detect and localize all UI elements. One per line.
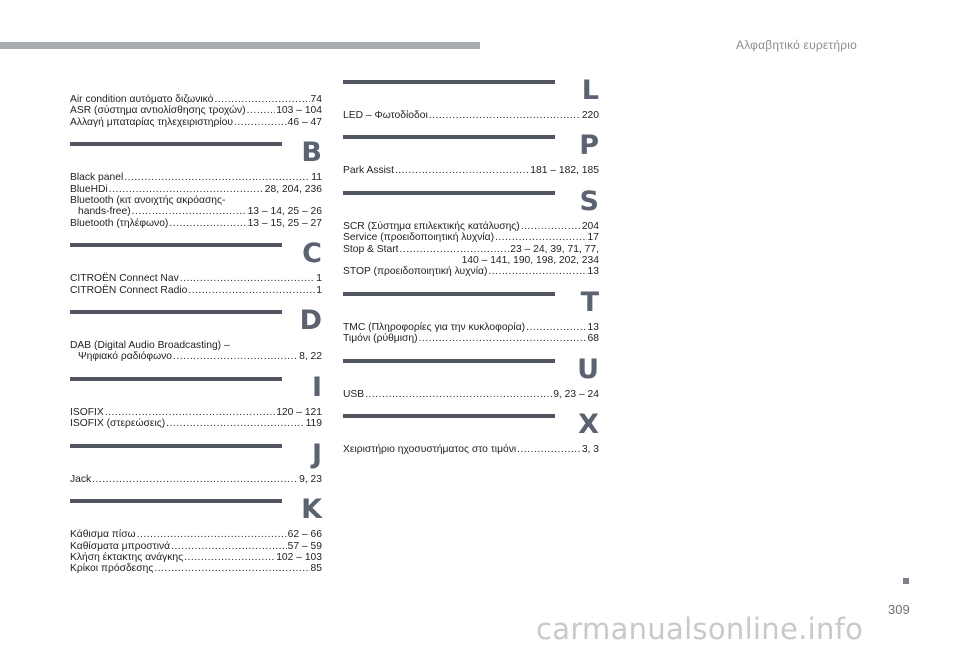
section-header-u (343, 351, 599, 387)
entry-term: BlueHDi (70, 183, 108, 195)
entry-term: CITROËN Connect Radio (70, 284, 188, 296)
index-entry (343, 255, 599, 266)
section-letter: J (311, 438, 322, 470)
entry-term: Bluetooth (κιτ ανοιχτής ακρόασης- (70, 195, 226, 207)
entry-term: Park Assist (343, 165, 394, 177)
top-entries (70, 94, 322, 128)
entry-term: ISOFIX (στερεώσεις) (70, 418, 166, 430)
index-entry (70, 407, 322, 418)
entry-term: CITROËN Connect Nav (70, 273, 179, 285)
entry-page: 8, 22 (299, 351, 322, 363)
index-entry (343, 322, 599, 333)
entry-page: 9, 23 – 24 (553, 388, 599, 400)
entry-term: LED – Φωτοδίοδοι (343, 110, 428, 121)
entry-term: Κάθισμα πίσω (70, 529, 136, 541)
index-entry (70, 529, 322, 540)
entry-term: hands-free) (78, 206, 131, 218)
section-header-b (70, 134, 322, 170)
entry-page: 3, 3 (581, 444, 599, 456)
section-letter: T (580, 286, 599, 318)
entry-term: STOP (προειδοποιητική λυχνία) (343, 266, 488, 278)
watermark: carmanualsonline.info (536, 612, 864, 646)
entry-term: Καθίσματα μπροστινά (70, 540, 171, 552)
entry-page: 140 – 141, 190, 198, 202, 234 (461, 255, 599, 267)
section-letter: S (579, 185, 599, 217)
section-header-d (70, 302, 322, 338)
entry-term: TMC (Πληροφορίες για την κυκλοφορία) (343, 321, 526, 333)
entry-term: SCR (Σύστημα επιλεκτικής κατάλυσης) (343, 220, 520, 232)
entry-term: USB (343, 388, 365, 400)
index-entry (70, 351, 322, 362)
entry-term: Χειριστήριο ηχοσυστήματος στο τιμόνι (343, 444, 517, 456)
entry-page: 57 – 59 (287, 540, 322, 552)
index-entry (70, 195, 322, 206)
entry-page: 28, 204, 236 (264, 183, 322, 195)
index-entry (343, 444, 599, 455)
entry-page: 119 (305, 418, 322, 430)
section-header-k (70, 491, 322, 527)
index-entry (70, 105, 322, 116)
entry-term: Service (προειδοποιητική λυχνία) (343, 232, 495, 244)
index-entry (70, 541, 322, 552)
section-header-c (70, 235, 322, 271)
entry-page: 62 – 66 (287, 529, 322, 541)
entry-page: 74 (310, 94, 322, 105)
section-header-x (343, 406, 599, 442)
entry-term: Κρίκοι πρόσδεσης (70, 563, 154, 575)
section-letter: D (299, 305, 322, 337)
entry-page: 11 (311, 172, 322, 184)
entry-term: Τιμόνι (ρύθμιση) (343, 333, 418, 345)
index-entry (70, 117, 322, 128)
section-header-l (343, 72, 599, 108)
entry-page: 1 (316, 284, 322, 296)
entry-term: Stop & Start (343, 243, 399, 255)
entry-page: 1 (316, 273, 322, 285)
entry-page: 120 – 121 (276, 406, 322, 418)
index-entry (343, 110, 599, 121)
index-entry (70, 273, 322, 284)
section-header-i (70, 369, 322, 405)
index-entry (70, 418, 322, 429)
index-entry (70, 218, 322, 229)
index-entry (343, 333, 599, 344)
entry-page: 13 – 14, 25 – 26 (247, 206, 322, 218)
index-entry (70, 94, 322, 105)
section-letter: P (579, 130, 599, 162)
entry-page: 46 – 47 (287, 116, 322, 128)
right-index-column (343, 66, 599, 455)
index-entry (343, 266, 599, 277)
entry-term: Κλήση έκτακτης ανάγκης (70, 551, 184, 563)
section-letter: X (578, 409, 599, 441)
section-header-s (343, 183, 599, 219)
index-entry (70, 340, 322, 351)
index-entry (70, 474, 322, 485)
entry-page: 204 (581, 220, 599, 232)
entry-term: Ψηφιακό ραδιόφωνο (78, 351, 173, 363)
entry-page: 13 – 15, 25 – 27 (247, 217, 322, 229)
entry-term: Air condition αυτόματο διζωνικό (70, 94, 214, 105)
index-entry (70, 172, 322, 183)
index-entry (343, 389, 599, 400)
entry-term: Bluetooth (τηλέφωνο) (70, 217, 169, 229)
entry-page: 9, 23 (299, 473, 322, 485)
entry-term: DAB (Digital Audio Broadcasting) – (70, 340, 230, 352)
entry-page: 17 (587, 232, 599, 244)
header-bar (0, 42, 480, 49)
index-entry (343, 221, 599, 232)
section-letter: I (311, 371, 322, 403)
index-entry (70, 552, 322, 563)
entry-term: Black panel (70, 172, 124, 184)
section-letter: L (581, 75, 599, 106)
page-title: Αλφαβητικό ευρετήριο (736, 38, 858, 52)
entry-page: 13 (587, 266, 599, 278)
section-letter: B (301, 137, 322, 169)
entry-term: ISOFIX (70, 406, 104, 418)
index-entry (343, 165, 599, 176)
entry-term: ASR (σύστημα αντιολίσθησης τροχών) (70, 105, 246, 117)
page-number: 309 (888, 602, 910, 617)
entry-page: 13 (587, 321, 599, 333)
section-letter: C (302, 238, 322, 270)
entry-term: Αλλαγή μπαταρίας τηλεχειριστηρίου (70, 116, 233, 128)
section-letter: U (577, 353, 599, 385)
index-entry (70, 563, 322, 574)
left-index-column (70, 94, 322, 575)
index-entry (343, 244, 599, 255)
index-entry (343, 232, 599, 243)
index-entry (70, 206, 322, 217)
entry-page: 85 (310, 563, 322, 575)
entry-page: 102 – 103 (276, 551, 322, 563)
entry-page: 220 (581, 110, 599, 121)
section-header-j (70, 436, 322, 472)
entry-page: 103 – 104 (276, 105, 322, 117)
section-header-p (343, 127, 599, 163)
section-letter: K (301, 494, 322, 526)
entry-page: 181 – 182, 185 (530, 165, 599, 177)
index-entry (70, 184, 322, 195)
page-marker (903, 578, 909, 584)
entry-page: 68 (587, 333, 599, 345)
index-entry (70, 285, 322, 296)
section-header-t (343, 284, 599, 320)
entry-page: 23 – 24, 39, 71, 77, (510, 243, 599, 255)
entry-term: Jack (70, 473, 92, 485)
